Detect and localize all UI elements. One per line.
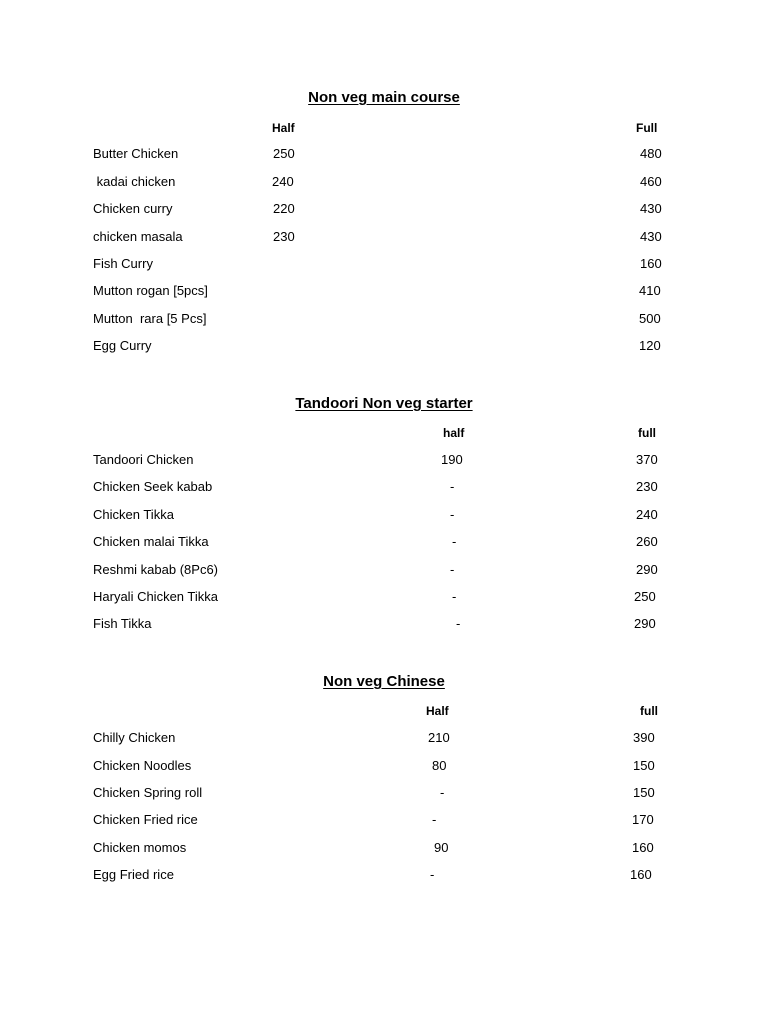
item-half-price: 240 (272, 174, 294, 189)
menu-item (0, 200, 768, 218)
item-half-price: 250 (273, 146, 295, 161)
item-name: Chicken momos (93, 840, 187, 855)
menu-item (0, 615, 768, 633)
menu-item (0, 784, 768, 802)
item-full-price: 170 (632, 812, 654, 827)
item-half-price: - (432, 812, 437, 827)
item-name: Chicken Seek kabab (93, 479, 213, 494)
item-full-price: 370 (636, 452, 658, 467)
item-full-price: 460 (640, 174, 662, 189)
menu-item (0, 255, 768, 273)
item-name: Chicken malai Tikka (93, 534, 209, 549)
item-name: Chicken Tikka (93, 507, 174, 522)
menu-item (0, 506, 768, 524)
section-title-tandoori: Tandoori Non veg starter (295, 395, 473, 412)
menu-item (0, 729, 768, 747)
item-name: Chicken Spring roll (93, 785, 203, 800)
item-half-price: - (450, 479, 455, 494)
item-name: Egg Fried rice (93, 867, 174, 882)
item-full-price: 290 (636, 562, 658, 577)
menu-item (0, 866, 768, 884)
column-header-full: full (638, 426, 656, 440)
item-full-price: 260 (636, 534, 658, 549)
item-half-price: - (452, 589, 457, 604)
item-half-price: 230 (273, 229, 295, 244)
menu-item (0, 310, 768, 328)
column-header-half: Half (272, 121, 295, 135)
item-name: Mutton rara [5 Pcs] (93, 311, 207, 326)
menu-item (0, 478, 768, 496)
menu-item (0, 757, 768, 775)
item-full-price: 430 (640, 201, 662, 216)
menu-item (0, 337, 768, 355)
item-name: kadai chicken (93, 174, 176, 189)
menu-item (0, 561, 768, 579)
item-full-price: 250 (634, 589, 656, 604)
item-full-price: 150 (633, 758, 655, 773)
item-name: chicken masala (93, 229, 183, 244)
menu-item (0, 533, 768, 551)
item-half-price: - (430, 867, 435, 882)
section-title-main-course: Non veg main course (308, 89, 460, 106)
menu-item (0, 282, 768, 300)
item-half-price: - (450, 507, 455, 522)
item-half-price: 220 (273, 201, 295, 216)
item-half-price: 190 (441, 452, 463, 467)
item-name: Fish Tikka (93, 616, 152, 631)
item-name: Tandoori Chicken (93, 452, 194, 467)
item-half-price: 90 (434, 840, 449, 855)
menu-item (0, 173, 768, 191)
item-full-price: 160 (640, 256, 662, 271)
item-full-price: 290 (634, 616, 656, 631)
item-full-price: 120 (639, 338, 661, 353)
item-full-price: 390 (633, 730, 655, 745)
column-header-full: full (640, 704, 658, 718)
item-full-price: 240 (636, 507, 658, 522)
menu-item (0, 588, 768, 606)
item-name: Haryali Chicken Tikka (93, 589, 218, 604)
item-full-price: 150 (633, 785, 655, 800)
column-header-half: half (443, 426, 465, 440)
menu-item (0, 228, 768, 246)
item-name: Chicken Fried rice (93, 812, 198, 827)
item-full-price: 410 (639, 283, 661, 298)
item-name: Chicken curry (93, 201, 173, 216)
menu-item (0, 451, 768, 469)
item-full-price: 500 (639, 311, 661, 326)
menu-item (0, 145, 768, 163)
item-full-price: 230 (636, 479, 658, 494)
item-name: Chilly Chicken (93, 730, 176, 745)
menu-item (0, 839, 768, 857)
item-half-price: - (452, 534, 457, 549)
item-half-price: - (456, 616, 461, 631)
menu-item (0, 811, 768, 829)
column-header-half: Half (426, 704, 449, 718)
item-half-price: - (440, 785, 445, 800)
item-name: Butter Chicken (93, 146, 179, 161)
item-name: Fish Curry (93, 256, 153, 271)
item-half-price: 80 (432, 758, 447, 773)
item-full-price: 430 (640, 229, 662, 244)
column-header-full: Full (636, 121, 658, 135)
item-full-price: 480 (640, 146, 662, 161)
item-name: Mutton rogan [5pcs] (93, 283, 208, 298)
item-full-price: 160 (632, 840, 654, 855)
item-half-price: 210 (428, 730, 450, 745)
item-full-price: 160 (630, 867, 652, 882)
item-half-price: - (450, 562, 455, 577)
item-name: Chicken Noodles (93, 758, 192, 773)
item-name: Egg Curry (93, 338, 152, 353)
item-name: Reshmi kabab (8Pc6) (93, 562, 218, 577)
section-title-chinese: Non veg Chinese (323, 673, 445, 690)
